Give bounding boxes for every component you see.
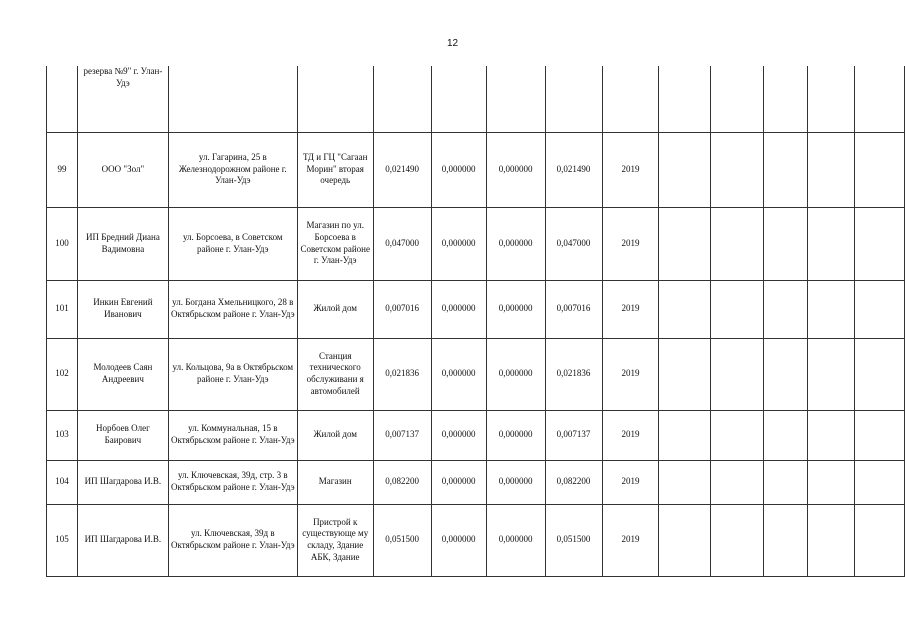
cell-empty (545, 66, 602, 132)
cell-empty (764, 504, 808, 576)
cell-address: ул. Богдана Хмельницкого, 28 в Октябрьском районе г. Улан-Удэ (168, 280, 297, 338)
cell-empty (711, 132, 764, 207)
cell-address: ул. Кольцова, 9а в Октябрьском районе г. Улан-Удэ (168, 338, 297, 410)
cell-empty (297, 66, 373, 132)
cell-value-2: 0,000000 (431, 410, 486, 460)
cell-empty (855, 410, 905, 460)
cell-address: ул. Коммунальная, 15 в Октябрьском районе г. Улан-Удэ (168, 410, 297, 460)
cell-empty (808, 410, 855, 460)
cell-empty (855, 460, 905, 504)
cell-owner: Молодеев Саян Андреевич (77, 338, 168, 410)
table-row (47, 338, 905, 410)
cell-empty (764, 410, 808, 460)
cell-owner: Норбоев Олег Баирович (77, 410, 168, 460)
cell-number: 101 (47, 280, 78, 338)
table-row-continuation (47, 66, 905, 132)
cell-empty (659, 460, 711, 504)
cell-value-1: 0,082200 (373, 460, 431, 504)
table-row (47, 460, 905, 504)
cell-object: Жилой дом (297, 280, 373, 338)
cell-empty (764, 66, 808, 132)
cell-value-2: 0,000000 (431, 207, 486, 280)
cell-address: ул. Гагарина, 25 в Железнодорожном районе г. Улан-Удэ (168, 132, 297, 207)
cell-value-1: 0,047000 (373, 207, 431, 280)
cell-value-4: 0,007137 (545, 410, 602, 460)
cell-object: Пристрой к существующе му складу, Здание АБК, Здание (297, 504, 373, 576)
cell-value-4: 0,051500 (545, 504, 602, 576)
cell-value-3: 0,000000 (486, 207, 545, 280)
cell-address: ул. Борсоева, в Советском районе г. Улан-Удэ (168, 207, 297, 280)
cell-year: 2019 (602, 504, 659, 576)
cell-empty (711, 207, 764, 280)
cell-value-1: 0,007016 (373, 280, 431, 338)
cell-value-3: 0,000000 (486, 132, 545, 207)
cell-year: 2019 (602, 410, 659, 460)
cell-empty (659, 504, 711, 576)
cell-owner: ООО "Зол" (77, 132, 168, 207)
table-row (47, 410, 905, 460)
cell-empty (659, 410, 711, 460)
cell-object: Магазин по ул. Борсоева в Советском районе г. Улан-Удэ (297, 207, 373, 280)
cell-empty (168, 66, 297, 132)
cell-value-4: 0,007016 (545, 280, 602, 338)
cell-empty (659, 280, 711, 338)
cell-value-4: 0,047000 (545, 207, 602, 280)
cell-empty (711, 66, 764, 132)
cell-empty (855, 207, 905, 280)
cell-owner: ИП Бредний Диана Вадимовна (77, 207, 168, 280)
cell-empty (808, 338, 855, 410)
cell-value-4: 0,082200 (545, 460, 602, 504)
table-row (47, 132, 905, 207)
table-row (47, 207, 905, 280)
cell-number: 99 (47, 132, 78, 207)
cell-empty (659, 132, 711, 207)
cell-owner: ИП Шагдарова И.В. (77, 460, 168, 504)
cell-empty (855, 66, 905, 132)
cell-empty (764, 460, 808, 504)
cell-empty (659, 207, 711, 280)
cell-empty (711, 338, 764, 410)
cell-empty (431, 66, 486, 132)
cell-value-3: 0,000000 (486, 338, 545, 410)
cell-empty (764, 280, 808, 338)
cell-empty (808, 504, 855, 576)
cell-value-3: 0,000000 (486, 280, 545, 338)
cell-value-1: 0,021490 (373, 132, 431, 207)
cell-empty (764, 132, 808, 207)
cell-empty (855, 338, 905, 410)
cell-value-2: 0,000000 (431, 460, 486, 504)
cell-number: 102 (47, 338, 78, 410)
cell-address: ул. Ключевская, 39д, стр. 3 в Октябрьском районе г. Улан-Удэ (168, 460, 297, 504)
cell-empty (659, 66, 711, 132)
cell-empty (808, 460, 855, 504)
cell-owner: резерва №9" г. Улан-Удэ (77, 66, 168, 132)
cell-value-1: 0,021836 (373, 338, 431, 410)
cell-empty (602, 66, 659, 132)
cell-number: 105 (47, 504, 78, 576)
cell-empty (711, 460, 764, 504)
cell-empty (764, 207, 808, 280)
cell-year: 2019 (602, 338, 659, 410)
cell-empty (808, 207, 855, 280)
cell-number: 104 (47, 460, 78, 504)
cell-year: 2019 (602, 207, 659, 280)
cell-empty (711, 280, 764, 338)
cell-address: ул. Ключевская, 39д в Октябрьском районе г. Улан-Удэ (168, 504, 297, 576)
cell-object: ТД и ГЦ "Сагаан Морин" вторая очередь (297, 132, 373, 207)
cell-owner: Инкин Евгений Иванович (77, 280, 168, 338)
cell-empty (808, 132, 855, 207)
cell-object: Станция технического обслуживани я автомобилей (297, 338, 373, 410)
cell-year: 2019 (602, 280, 659, 338)
cell-empty (47, 66, 78, 132)
cell-value-3: 0,000000 (486, 460, 545, 504)
cell-empty (711, 504, 764, 576)
cell-owner: ИП Шагдарова И.В. (77, 504, 168, 576)
cell-value-4: 0,021836 (545, 338, 602, 410)
cell-empty (659, 338, 711, 410)
cell-empty (711, 410, 764, 460)
cell-value-3: 0,000000 (486, 410, 545, 460)
cell-value-2: 0,000000 (431, 132, 486, 207)
cell-value-4: 0,021490 (545, 132, 602, 207)
cell-empty (808, 66, 855, 132)
cell-value-2: 0,000000 (431, 338, 486, 410)
cell-year: 2019 (602, 132, 659, 207)
cell-empty (855, 504, 905, 576)
cell-empty (855, 280, 905, 338)
cell-number: 100 (47, 207, 78, 280)
table-row (47, 504, 905, 576)
cell-value-1: 0,007137 (373, 410, 431, 460)
cell-object: Магазин (297, 460, 373, 504)
cell-value-3: 0,000000 (486, 504, 545, 576)
cell-empty (808, 280, 855, 338)
cell-object: Жилой дом (297, 410, 373, 460)
cell-empty (764, 338, 808, 410)
cell-empty (486, 66, 545, 132)
cell-value-1: 0,051500 (373, 504, 431, 576)
cell-year: 2019 (602, 460, 659, 504)
cell-empty (855, 132, 905, 207)
page-number: 12 (446, 38, 459, 49)
connections-table (46, 66, 905, 577)
cell-value-2: 0,000000 (431, 504, 486, 576)
cell-number: 103 (47, 410, 78, 460)
cell-empty (373, 66, 431, 132)
cell-value-2: 0,000000 (431, 280, 486, 338)
table-row (47, 280, 905, 338)
